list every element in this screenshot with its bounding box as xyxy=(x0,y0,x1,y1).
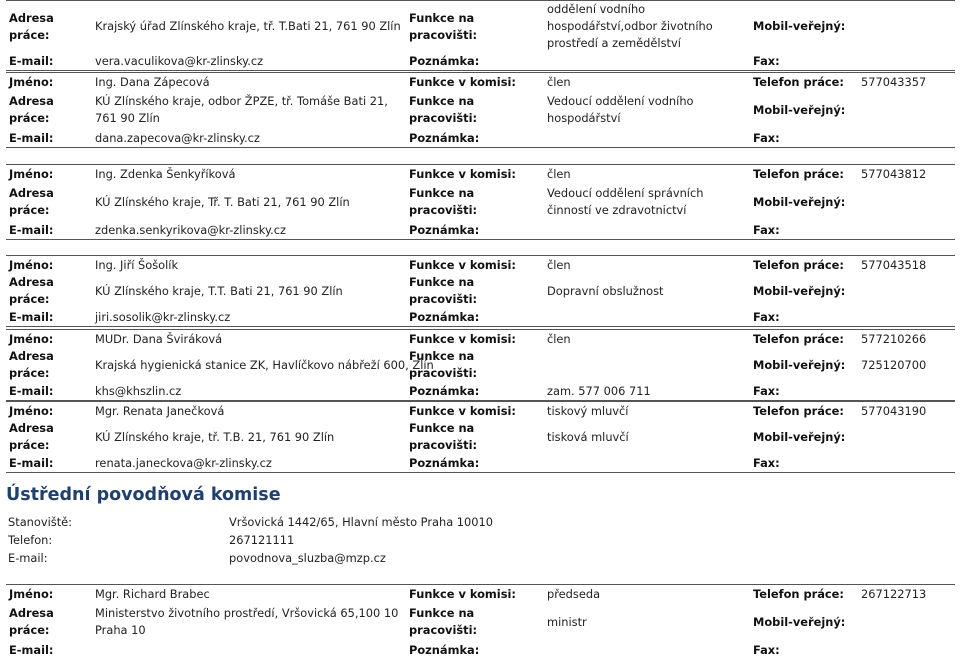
address-value: Ministerstvo životního prostředí, Vršovická 65,100 10 Praha 10 xyxy=(95,606,399,637)
address-label: Adresa práce: xyxy=(9,275,54,306)
email-label: E-mail: xyxy=(6,382,92,401)
mobile-value xyxy=(858,183,955,221)
name-value: Mgr. Richard Brabec xyxy=(92,585,406,604)
fax-label: Fax: xyxy=(750,308,858,327)
address-label: Adresa práce: xyxy=(9,186,54,217)
email-value[interactable]: povodnova_sluzba@mzp.cz xyxy=(229,551,386,565)
note-label: Poznámka: xyxy=(406,221,544,240)
fax-value xyxy=(858,641,955,659)
name-label: Jméno: xyxy=(6,256,92,275)
fax-value xyxy=(858,129,955,148)
workplace-function-label: Funkce na pracovišti: xyxy=(409,421,478,452)
mobile-value xyxy=(858,420,955,454)
section-info xyxy=(6,513,606,569)
workplace-function-value: tisková mluvčí xyxy=(547,429,629,444)
address-value: Krajský úřad Zlínského kraje, tř. T.Bati 21, 761 90 Zlín xyxy=(92,1,406,53)
work-phone-value: 267122713 xyxy=(858,585,955,604)
work-phone-value: 577043518 xyxy=(858,256,955,275)
committee-function-label: Funkce v komisi: xyxy=(406,256,544,275)
record-partial xyxy=(6,0,955,71)
workplace-function-value: Vedoucí oddělení vodního hospodářství xyxy=(547,94,694,125)
note-value xyxy=(544,52,750,71)
fax-label: Fax: xyxy=(750,129,858,148)
note-value xyxy=(544,308,750,327)
work-phone-value: 577043357 xyxy=(858,73,955,92)
workplace-function-value xyxy=(544,348,750,382)
address-label: Adresa práce: xyxy=(9,349,54,380)
committee-function-value: člen xyxy=(544,330,750,349)
work-phone-label: Telefon práce: xyxy=(750,73,858,92)
fax-value xyxy=(858,52,955,71)
email-value[interactable]: renata.janeckova@kr-zlinsky.cz xyxy=(92,454,406,473)
note-value xyxy=(544,641,750,659)
mobile-value xyxy=(858,1,955,53)
email-label: E-mail: xyxy=(6,221,92,240)
record-sosolik xyxy=(6,255,955,327)
record-senkyrikova xyxy=(6,164,955,240)
email-value[interactable] xyxy=(92,641,406,659)
fax-label: Fax: xyxy=(750,52,858,71)
note-label: Poznámka: xyxy=(406,308,544,327)
mobile-label: Mobil-veřejný: xyxy=(753,614,846,629)
fax-value xyxy=(858,221,955,240)
mobile-label: Mobil-veřejný: xyxy=(750,1,858,53)
name-label: Jméno: xyxy=(6,402,92,421)
work-phone-label: Telefon práce: xyxy=(750,165,858,184)
note-value xyxy=(544,454,750,473)
address-value: KÚ Zlínského kraje, T.T. Bati 21, 761 90 Zlín xyxy=(95,283,343,298)
workplace-function-value: ministr xyxy=(547,614,587,629)
work-phone-value: 577210266 xyxy=(858,330,955,349)
mobile-label: Mobil-veřejný: xyxy=(753,102,846,117)
email-label: E-mail: xyxy=(6,52,92,71)
note-label: Poznámka: xyxy=(406,129,544,148)
name-label: Jméno: xyxy=(6,585,92,604)
address-label: Adresa práce: xyxy=(9,421,54,452)
record-brabec xyxy=(6,584,955,659)
committee-function-value: předseda xyxy=(544,585,750,604)
note-value xyxy=(544,221,750,240)
email-label: E-mail: xyxy=(6,308,92,327)
email-value[interactable]: zdenka.senkyrikova@kr-zlinsky.cz xyxy=(92,221,406,240)
address-label: Adresa práce: xyxy=(9,94,54,125)
work-phone-label: Telefon práce: xyxy=(750,585,858,604)
name-label: Jméno: xyxy=(6,73,92,92)
mobile-value: 725120700 xyxy=(861,357,927,372)
address-value: KÚ Zlínského kraje, Tř. T. Bati 21, 761 90 Zlín xyxy=(95,194,350,209)
committee-function-label: Funkce v komisi: xyxy=(406,402,544,421)
fax-label: Fax: xyxy=(750,382,858,401)
name-value: Ing. Dana Zápecová xyxy=(92,73,406,92)
address-label: Adresa práce: xyxy=(6,1,92,53)
name-value: Ing. Jiří Šošolík xyxy=(92,256,406,275)
name-label: Jméno: xyxy=(6,330,92,349)
fax-label: Fax: xyxy=(753,642,780,657)
work-phone-label: Telefon práce: xyxy=(750,256,858,275)
address-value: KÚ Zlínského kraje, tř. T.B. 21, 761 90 Zlín xyxy=(95,429,335,444)
location-value: Vršovická 1442/65, Hlavní město Praha 10010 xyxy=(229,515,494,529)
work-phone-label: Telefon práce: xyxy=(750,402,858,421)
mobile-label: Mobil-veřejný: xyxy=(753,283,846,298)
address-value: Krajská hygienická stanice ZK, Havlíčkovo nábřeží 600, Zlín xyxy=(95,357,434,372)
email-value[interactable]: dana.zapecova@kr-zlinsky.cz xyxy=(92,129,406,148)
committee-function-value: člen xyxy=(544,73,750,92)
workplace-function-label: Funkce na pracovišti: xyxy=(409,606,478,637)
note-label: Poznámka: xyxy=(409,642,480,657)
committee-function-value: člen xyxy=(544,256,750,275)
mobile-label: Mobil-veřejný: xyxy=(753,429,846,444)
email-label: E-mail: xyxy=(6,129,92,148)
record-janeckova xyxy=(6,401,955,473)
note-label: Poznámka: xyxy=(406,454,544,473)
fax-value xyxy=(858,308,955,327)
note-value xyxy=(544,129,750,148)
mobile-value xyxy=(858,91,955,129)
workplace-function-value: oddělení vodního hospodářství,odbor životního prostředí a zemědělství xyxy=(544,1,750,53)
note-value: zam. 577 006 711 xyxy=(544,382,750,401)
record-zapecova xyxy=(6,72,955,148)
address-label: Adresa práce: xyxy=(9,606,54,637)
email-value[interactable]: jiri.sosolik@kr-zlinsky.cz xyxy=(92,308,406,327)
committee-function-label: Funkce v komisi: xyxy=(406,585,544,604)
phone-label: Telefon: xyxy=(8,533,53,547)
email-label: E-mail: xyxy=(9,642,54,657)
name-value: MUDr. Dana Šviráková xyxy=(92,330,406,349)
work-phone-value: 577043812 xyxy=(858,165,955,184)
address-value: KÚ Zlínského kraje, odbor ŽPZE, tř. Tomáše Bati 21, 761 90 Zlín xyxy=(95,94,388,125)
name-value: Mgr. Renata Janečková xyxy=(92,402,406,421)
fax-label: Fax: xyxy=(750,221,858,240)
section-title: Ústřední povodňová komise xyxy=(6,485,281,505)
workplace-function-label: Funkce na pracovišti: xyxy=(409,275,478,306)
workplace-function-label: Funkce na pracovišti: xyxy=(409,94,478,125)
workplace-function-label: Funkce na pracovišti: xyxy=(406,1,544,53)
email-label: E-mail: xyxy=(8,551,48,565)
location-label: Stanoviště: xyxy=(8,515,73,529)
phone-value: 267121111 xyxy=(229,533,295,547)
mobile-label: Mobil-veřejný: xyxy=(753,357,846,372)
note-label: Poznámka: xyxy=(406,382,544,401)
fax-label: Fax: xyxy=(750,454,858,473)
committee-function-label: Funkce v komisi: xyxy=(406,330,544,349)
workplace-function-label: Funkce na pracovišti: xyxy=(409,186,478,217)
committee-function-label: Funkce v komisi: xyxy=(406,165,544,184)
mobile-value xyxy=(858,274,955,308)
work-phone-value: 577043190 xyxy=(858,402,955,421)
workplace-function-label: Funkce na pracovišti: xyxy=(409,349,478,380)
workplace-function-value: Dopravní obslužnost xyxy=(547,283,664,298)
mobile-value xyxy=(858,603,955,641)
record-svirakova xyxy=(6,329,955,401)
committee-function-label: Funkce v komisi: xyxy=(406,73,544,92)
work-phone-label: Telefon práce: xyxy=(750,330,858,349)
workplace-function-value: Vedoucí oddělení správních činností ve zdravotnictví xyxy=(547,186,704,217)
email-value[interactable]: khs@khszlin.cz xyxy=(92,382,406,401)
name-value: Ing. Zdenka Šenkyříková xyxy=(92,165,406,184)
name-label: Jméno: xyxy=(6,165,92,184)
email-value[interactable]: vera.vaculikova@kr-zlinsky.cz xyxy=(92,52,406,71)
committee-function-value: tiskový mluvčí xyxy=(544,402,750,421)
fax-value xyxy=(858,454,955,473)
email-label: E-mail: xyxy=(6,454,92,473)
committee-function-value: člen xyxy=(544,165,750,184)
note-label: Poznámka: xyxy=(406,52,544,71)
mobile-label: Mobil-veřejný: xyxy=(753,194,846,209)
fax-value xyxy=(858,382,955,401)
